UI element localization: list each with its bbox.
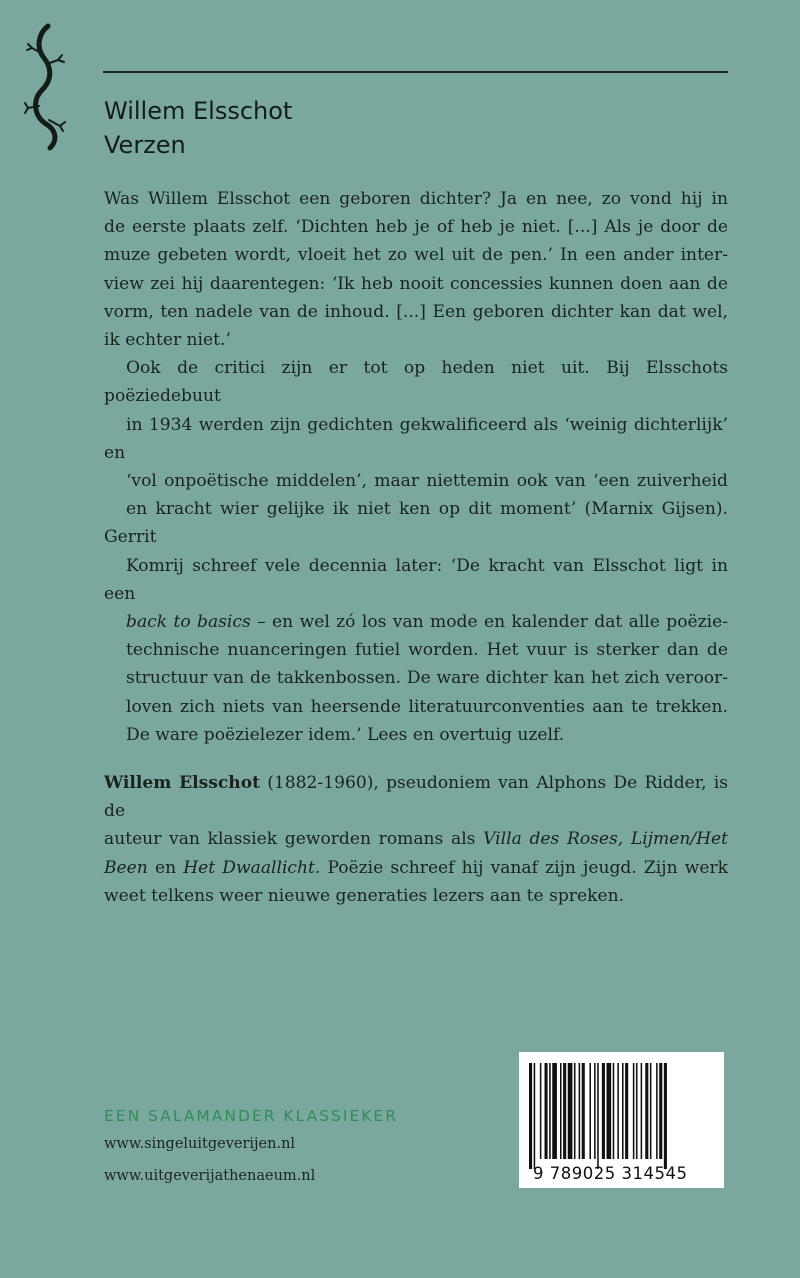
book-title: Verzen — [104, 131, 186, 159]
barcode-bar — [633, 1063, 635, 1159]
text-line — [104, 769, 728, 825]
barcode-bar — [636, 1063, 638, 1159]
title-block — [104, 94, 292, 162]
barcode-bar — [563, 1063, 566, 1159]
barcode-bar — [579, 1063, 581, 1159]
barcode-bar — [597, 1063, 599, 1169]
barcode-bar — [549, 1063, 551, 1159]
text-line: vorm, ten nadele van de inhoud. [...] Een geboren dichter kan dat wel, — [104, 301, 728, 322]
text-line: de eerste plaats zelf. ‘Dichten heb je of heb je niet. [...] Als je door de — [104, 217, 728, 238]
barcode-bar — [529, 1063, 532, 1169]
blurb-paragraph-1 — [104, 185, 728, 354]
barcode-bar — [664, 1063, 667, 1169]
text-line: De ware poëzielezer idem.’ Lees en overtuig uzelf. — [126, 724, 565, 745]
publisher-url-2: www.uitgeverijathenaeum.nl — [104, 1168, 316, 1184]
barcode-bar — [552, 1063, 557, 1159]
barcode-bar — [613, 1063, 615, 1159]
text-line: loven zich niets van heersende literatuurconventies aan te trekken. — [126, 696, 728, 717]
series-label: EEN SALAMANDER KLASSIEKER — [104, 1107, 398, 1125]
text-line — [104, 608, 728, 636]
barcode-bar — [545, 1063, 548, 1159]
text-line: weet telkens weer nieuwe generaties lezers aan te spreken. — [104, 885, 625, 906]
text-run: – en wel zó los van mode en kalender dat alle poëzie- — [250, 612, 729, 633]
text-line: ‘vol onpoëtische middelen’, maar niettemin ook van ‘een zuiverheid — [126, 471, 728, 492]
text-line: Komrij schreef vele decennia later: ‘De kracht van Elsschot ligt in een — [104, 555, 728, 604]
text-line: Ook de critici zijn er tot op heden niet uit. Bij Elsschots poëziedebuut — [104, 358, 728, 407]
barcode-bar — [617, 1063, 619, 1159]
blurb-paragraph-2 — [104, 354, 728, 749]
isbn-number: 9 789025 314545 — [533, 1164, 688, 1183]
text-line — [104, 854, 728, 882]
barcode-bar — [594, 1063, 596, 1159]
text-line: in 1934 werden zijn gedichten gekwalificeerd als ‘weinig dichterlijk’ en — [104, 414, 728, 463]
book-title-italic: Het Dwaallicht. — [183, 857, 321, 878]
text-run: en — [147, 857, 184, 878]
barcode — [519, 1052, 724, 1188]
barcode-bar — [568, 1063, 573, 1159]
barcode-bars — [529, 1063, 714, 1169]
author-bio — [104, 769, 728, 910]
text-line: Was Willem Elsschot een geboren dichter? Ja en nee, zo vond hij in — [104, 189, 728, 209]
barcode-bar — [540, 1063, 542, 1159]
barcode-bar — [534, 1063, 536, 1169]
salamander-icon — [22, 22, 72, 157]
text-run: (1882-1960), pseudoniem van Alphons De Ridder, is de — [104, 773, 728, 822]
barcode-bar — [582, 1063, 585, 1159]
text-line: view zei hij daarentegen: ‘Ik heb nooit concessies kunnen doen aan de — [104, 273, 728, 294]
publisher-url-1: www.singeluitgeverijen.nl — [104, 1136, 296, 1152]
text-line: muze gebeten wordt, vloeit het zo wel uit de pen.’ In een ander inter- — [104, 245, 728, 266]
barcode-bar — [607, 1063, 612, 1159]
barcode-bar — [659, 1063, 662, 1159]
text-line: ik echter niet.’ — [104, 330, 231, 351]
barcode-bar — [656, 1063, 658, 1159]
barcode-bar — [602, 1063, 605, 1159]
text-line — [104, 825, 728, 853]
book-title-italic: Been — [104, 857, 148, 878]
barcode-bar — [645, 1063, 648, 1159]
barcode-bar — [641, 1063, 643, 1159]
text-line: en kracht wier gelijke ik niet ken op dit moment’ (Marnix Gijsen). Gerrit — [104, 499, 728, 548]
bio-name: Willem Elsschot — [104, 773, 261, 794]
header-rule — [103, 71, 728, 73]
barcode-bar — [650, 1063, 652, 1159]
emphasis-text: back to basics — [126, 612, 251, 633]
text-run: Poëzie schreef hij vanaf zijn jeugd. Zijn werk — [320, 857, 729, 878]
author-name: Willem Elsschot — [104, 97, 293, 125]
text-line: technische nuanceringen futiel worden. Het vuur is sterker dan de — [126, 640, 728, 661]
book-title-italic: Villa des Roses, Lijmen/Het — [483, 829, 728, 850]
text-line: structuur van de takkenbossen. De ware dichter kan het zich veroor- — [126, 668, 728, 689]
barcode-bar — [625, 1063, 628, 1159]
back-cover-text — [104, 185, 728, 910]
text-run: auteur van klassiek geworden romans als — [104, 829, 484, 850]
barcode-bar — [574, 1063, 576, 1159]
barcode-bar — [589, 1063, 591, 1159]
barcode-bar — [622, 1063, 624, 1159]
barcode-bar — [560, 1063, 562, 1159]
